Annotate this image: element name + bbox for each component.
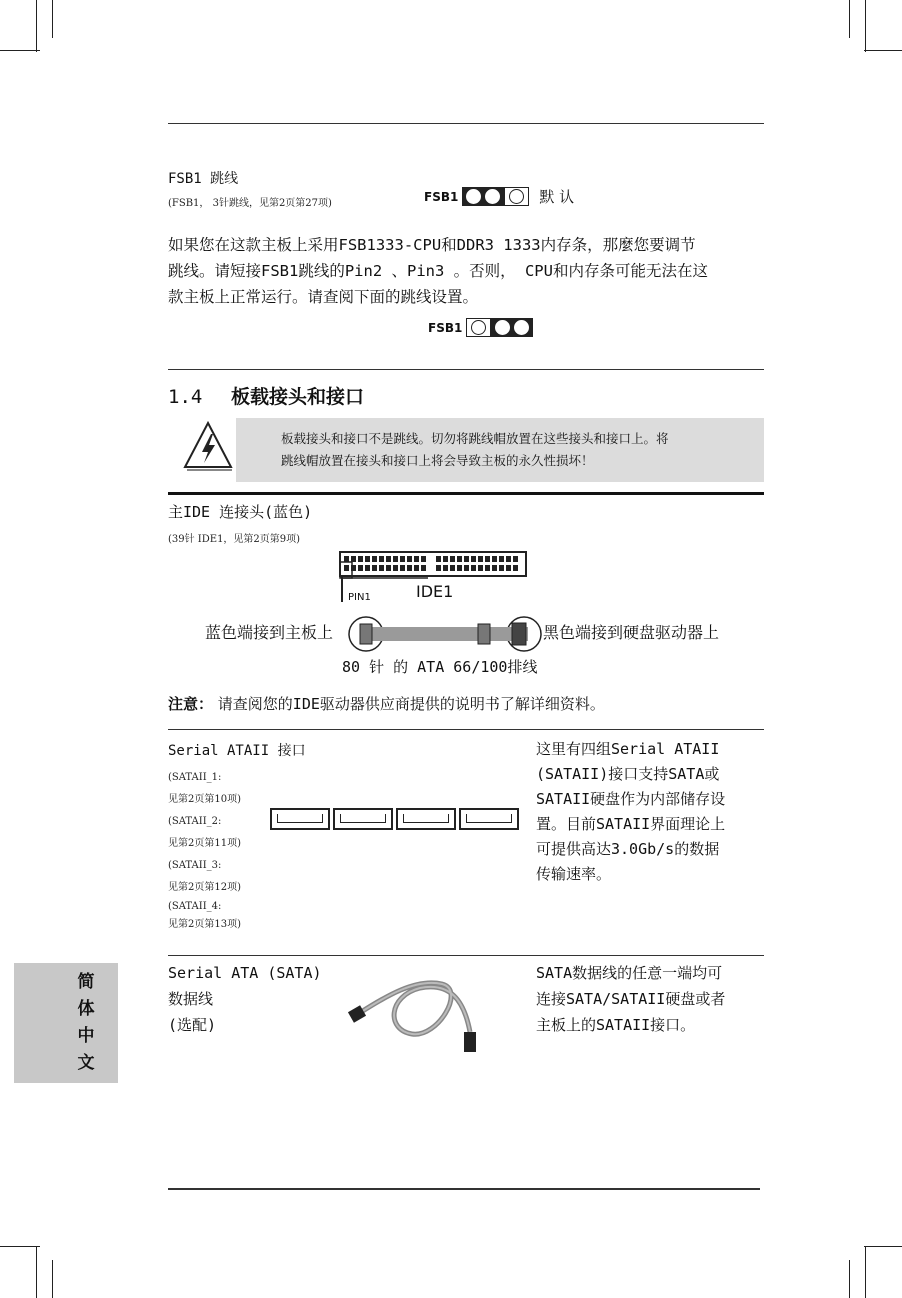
sata-cable-title (168, 960, 322, 1038)
sata-port-1 (270, 808, 330, 830)
sata-ref: (SATAII_3: (168, 860, 222, 871)
section-rule (168, 729, 764, 730)
section-number: 1.4 (168, 386, 203, 408)
jumper-pin (495, 320, 510, 335)
description-line: 传输速率。 (536, 865, 612, 883)
jumper-cap (462, 187, 504, 206)
ide-subtitle: (39针 IDE1，见第2页第9项) (168, 534, 301, 545)
fsb1-title: FSB1 跳线 (168, 171, 239, 187)
crop-mark (52, 0, 53, 38)
jumper-open-pin (466, 318, 491, 337)
sata-refs (168, 767, 241, 936)
note-text: 请查阅您的IDE驱动器供应商提供的说明书了解详细资料。 (217, 695, 605, 713)
ide-cable-caption: 80 针 的 ATA 66/100排线 (342, 658, 538, 676)
crop-mark (0, 1246, 40, 1247)
description-line: (SATAII)接口支持SATA或 (536, 765, 720, 783)
ide-title: 主IDE 连接头(蓝色) (168, 503, 313, 521)
sata-ref: 见第2页第13项) (168, 919, 241, 930)
jumper-cap (491, 318, 533, 337)
tab-char: 简 (77, 972, 95, 992)
sata-port-4 (459, 808, 519, 830)
paragraph-line: 如果您在这款主板上采用FSB1333-CPU和DDR3 1333内存条，那麼您要调节 (168, 236, 696, 254)
fsb1-label: FSB1 (424, 189, 459, 204)
ide-right-caption: 黑色端接到硬盘驱动器上 (543, 623, 720, 642)
section-rule (168, 955, 764, 956)
warning-text (281, 428, 669, 472)
sata-title: Serial ATAII 接口 (168, 743, 306, 759)
description-line: 这里有四组Serial ATAII (536, 740, 720, 758)
description-line: 置。目前SATAII界面理论上 (536, 815, 726, 833)
tab-char: 文 (77, 1053, 95, 1073)
fsb1-jumper-setting (428, 318, 533, 337)
jumper-pin (514, 320, 529, 335)
crop-mark (849, 0, 850, 38)
sata-ref: (SATAII_2: (168, 816, 222, 827)
description-line: 可提供高达3.0Gb/s的数据 (536, 840, 720, 858)
ide-left-caption: 蓝色端接到主板上 (205, 623, 334, 642)
crop-mark (0, 50, 40, 51)
fsb1-jumper-default (424, 186, 574, 207)
sata-ref: (SATAII_4: (168, 901, 222, 912)
ide1-label: IDE1 (416, 582, 454, 601)
warning-icon (182, 420, 234, 472)
sata-port-2 (333, 808, 393, 830)
description-line: 主板上的SATAII接口。 (536, 1016, 696, 1034)
tab-char: 中 (77, 1026, 95, 1046)
fsb1-subtitle: (FSB1， 3针跳线，见第2页第27项) (168, 198, 332, 209)
crop-mark (864, 50, 902, 51)
tab-char: 体 (77, 999, 95, 1019)
sata-ref: 见第2页第10项) (168, 794, 241, 805)
fsb1-paragraph (168, 232, 768, 310)
crop-mark (36, 0, 37, 52)
paragraph-line: 款主板上正常运行。请查阅下面的跳线设置。 (168, 288, 479, 306)
footer-rule (168, 1188, 760, 1190)
crop-mark (849, 1260, 850, 1298)
fsb1-label: FSB1 (428, 320, 463, 335)
warning-line: 板载接头和接口不是跳线。切勿将跳线帽放置在这些接头和接口上。将 (281, 431, 669, 446)
description-line: SATAII硬盘作为内部储存设 (536, 790, 726, 808)
language-tab[interactable] (14, 963, 118, 1083)
warning-line: 跳线帽放置在接头和接口上将会导致主板的永久性损坏！ (281, 453, 594, 468)
title-line: (选配) (168, 1016, 217, 1034)
jumper-pin (466, 189, 481, 204)
header-rule (168, 123, 764, 124)
jumper-pin (485, 189, 500, 204)
sata-description (536, 737, 764, 887)
ide-note (168, 693, 605, 714)
section-heading (168, 382, 364, 409)
title-line: 数据线 (168, 990, 214, 1008)
sata-ref: (SATAII_1: (168, 772, 222, 783)
section-rule (168, 369, 764, 370)
jumper-open-pin (504, 187, 529, 206)
note-label: 注意： (168, 695, 214, 713)
sata-ref: 见第2页第12项) (168, 882, 241, 893)
paragraph-line: 跳线。请短接FSB1跳线的Pin2 、Pin3 。否则， CPU和内存条可能无法在这 (168, 262, 708, 280)
sata-cable-image (346, 976, 496, 1058)
crop-mark (865, 1246, 866, 1298)
sata-cable-description (536, 960, 764, 1038)
language-tab-label (72, 969, 100, 1077)
title-line: Serial ATA (SATA) (168, 964, 322, 982)
crop-mark (865, 0, 866, 52)
thick-rule (168, 492, 764, 495)
crop-mark (864, 1246, 902, 1247)
default-label: 默 认 (539, 188, 575, 206)
section-title: 板载接头和接口 (230, 386, 364, 408)
sata-ref: 见第2页第11项) (168, 838, 241, 849)
crop-mark (36, 1246, 37, 1298)
description-line: 连接SATA/SATAII硬盘或者 (536, 990, 726, 1008)
sata-port-3 (396, 808, 456, 830)
ide-cable-image (348, 614, 544, 654)
crop-mark (52, 1260, 53, 1298)
warning-box (236, 418, 764, 482)
pin1-label: PIN1 (348, 592, 371, 603)
description-line: SATA数据线的任意一端均可 (536, 964, 723, 982)
